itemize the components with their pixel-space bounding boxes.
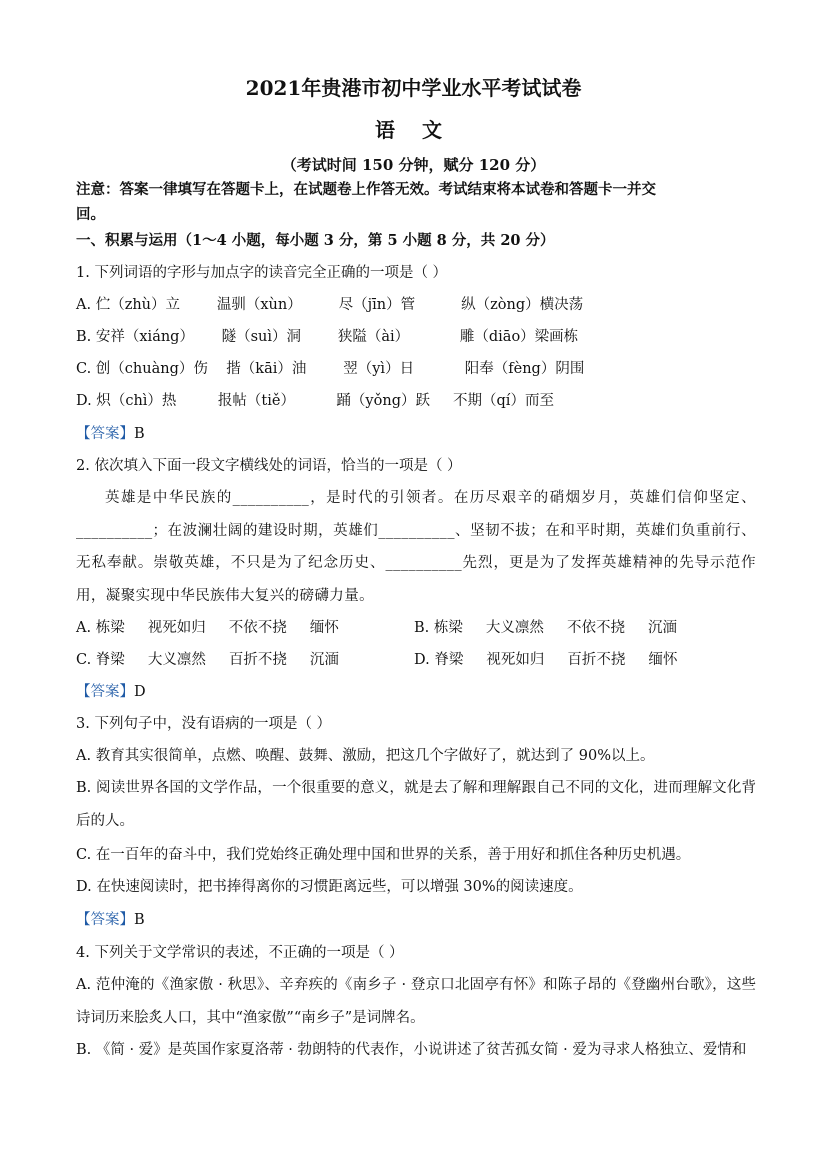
notice-line-2: 回。 [76,206,105,223]
q3-option-d: D. 在快速阅读时，把书捧得离你的习惯距离远些，可以增强 30%的阅读速度。 [76,879,583,895]
q1-stem: 1. 下列词语的字形与加点字的读音完全正确的一项是（ ） [76,265,448,281]
q2-stem: 2. 依次填入下面一段文字横线处的词语，恰当的一项是（ ） [76,458,462,474]
answer-label: 【答案】 [76,912,134,928]
q2-option-d: D. 脊梁 视死如归 百折不挠 缅怀 [414,652,678,668]
q3-option-c: C. 在一百年的奋斗中，我们党始终正确处理中国和世界的关系，善于用好和抓住各种历史机遇。 [76,847,691,863]
q2-option-b: B. 栋梁 大义凛然 不依不挠 沉湎 [414,620,678,636]
q2-option-a: A. 栋梁 视死如归 不依不挠 缅怀 [76,620,339,636]
q3-stem: 3. 下列句子中，没有语病的一项是（ ） [76,716,332,732]
notice-line-1: 注意：答案一律填写在答题卡上，在试题卷上作答无效。考试结束将本试卷和答题卡一并交 [76,181,656,198]
q1-option-c: C. 创（chuàng）伤 揩（kāi）油 翌（yì）日 阳奉（fèng）阴围 [76,361,585,377]
exam-info: （考试时间 150 分钟，赋分 120 分） [281,156,546,174]
answer-label: 【答案】 [76,426,134,442]
answer-label: 【答案】 [76,684,134,700]
q2-option-c: C. 脊梁 大义凛然 百折不挠 沉湎 [76,652,339,668]
q1-option-b: B. 安祥（xiáng） 隧（suì）洞 狭隘（ài） 雕（diāo）梁画栋 [76,329,579,345]
q3-answer [76,910,757,930]
q4-stem: 4. 下列关于文学常识的表述，不正确的一项是（ ） [76,945,404,961]
q3-option-a: A. 教育其实很简单，点燃、唤醒、鼓舞、激励，把这几个字做好了，就达到了 90%以上。 [76,748,655,764]
exam-title: 2021年贵港市初中学业水平考试试卷 [245,76,582,100]
q3-option-b: B. 阅读世界各国的文学作品，一个很重要的意义，就是去了解和理解跟自己不同的文化，进而理解文化背后的人。 [76,780,756,829]
answer-value: B [134,912,145,928]
q1-option-a: A. 伫（zhù）立 温驯（xùn） 尽（jīn）管 纵（zòng）横决荡 [76,297,584,313]
subject-title: 语 文 [375,118,452,142]
q1-answer [76,424,757,444]
q4-option-a: A. 范仲淹的《渔家傲 · 秋思》、辛弃疾的《南乡子 · 登京口北固亭有怀》和陈子昂的《登幽州台歌》，这些诗词历来脍炙人口，其中“渔家傲”“南乡子”是词牌名。 [76,977,756,1026]
q2-passage: 英雄是中华民族的__________，是时代的引领者。在历尽艰辛的硝烟岁月，英雄们信仰坚定、__________；在波澜壮阔的建设时期，英雄们__________、坚韧不拔；在和平时期，英雄们负重前行、无私奉献。崇敬英雄，不只是为了纪念历史、__________先烈，更是为了发挥英雄精神的先导示范作用，凝聚实现中华民族伟大复兴的磅礴力量。 [76,490,756,604]
section-heading: 一、积累与运用（1～4 小题，每小题 3 分，第 5 小题 8 分，共 20 分） [76,232,555,249]
q2-answer [76,682,757,702]
answer-value: D [134,684,146,700]
q1-option-d: D. 炽（chì）热 报帖（tiě） 踊（yǒng）跃 不期（qí）而至 [76,393,554,409]
q4-option-b: B. 《简 · 爱》是英国作家夏洛蒂 · 勃朗特的代表作，小说讲述了贫苦孤女简 · 爱为寻求人格独立、爱情和 [76,1042,747,1058]
answer-value: B [134,426,145,442]
